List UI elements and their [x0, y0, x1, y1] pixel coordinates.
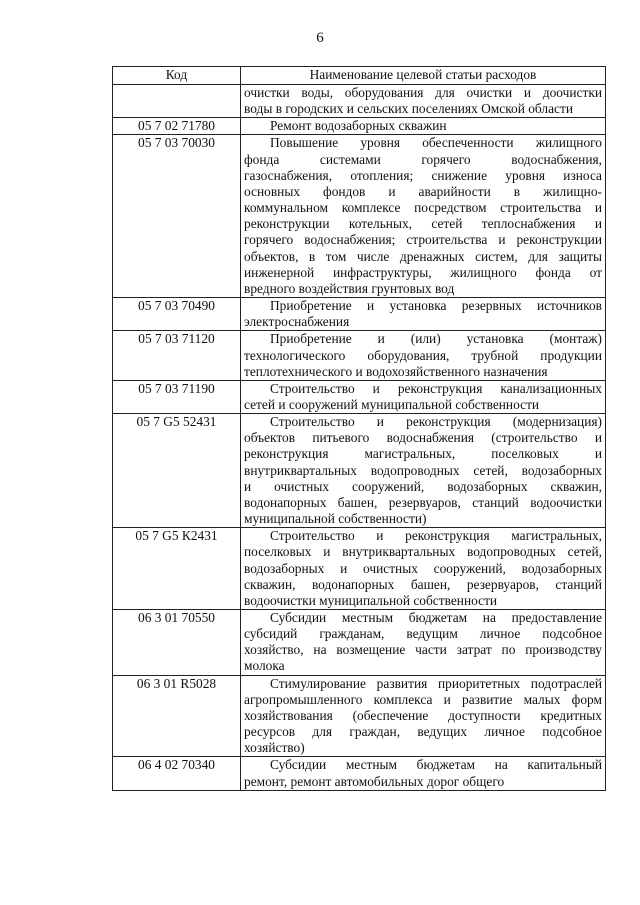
row-name-line: внутриквартальных водопроводных сетей, водозаборных: [244, 462, 602, 478]
row-name-line: объектов, в том числе дренажных систем, для защиты: [244, 248, 602, 264]
row-code: 05 7 03 71190: [113, 380, 241, 413]
row-name-line: водоочистки муниципальной собственности: [244, 592, 498, 608]
row-code: 05 7 02 71780: [113, 118, 241, 135]
row-name-line: реконструкции котельных, сетей теплоснабжения и: [244, 216, 602, 232]
row-name-line: хозяйство): [244, 740, 305, 756]
row-name: [241, 118, 606, 135]
row-code: 06 3 01 70550: [113, 610, 241, 676]
row-name-line: сетей и сооружений муниципальной собственности: [244, 396, 540, 412]
row-name-line: теплотехнического и водохозяйственного назначения: [244, 363, 548, 379]
table-row: [113, 757, 606, 790]
row-name-line: муниципальной собственности): [244, 511, 427, 527]
row-name-line: основных фондов и аварийности в жилищно-: [244, 183, 602, 199]
row-name-line: хозяйствования (обеспечение доступности кредитных: [244, 707, 602, 723]
table-row: [113, 85, 606, 118]
table-header-row: [113, 67, 606, 85]
row-name-line: Стимулирование развития приоритетных подотраслей: [270, 675, 602, 691]
row-name-line: хозяйство, на возмещение части затрат по производству: [244, 642, 602, 658]
row-name-line: и очистных сооружений, водозаборных скважин,: [244, 478, 602, 494]
table-body: [113, 85, 606, 791]
row-code: 06 4 02 70340: [113, 757, 241, 790]
table-row: [113, 528, 606, 610]
row-code: 05 7 03 70490: [113, 298, 241, 331]
row-name-line: скважин, водонапорных башен, резервуаров, станций: [244, 576, 602, 592]
row-name-line: Повышение уровня обеспеченности жилищного: [270, 135, 602, 151]
row-name: [241, 675, 606, 757]
row-name-line: водозаборных и очистных сооружений, водозаборных: [244, 560, 602, 576]
row-name: [241, 380, 606, 413]
row-name-line: агропромышленного комплекса и развитие малых форм: [244, 691, 602, 707]
table-row: [113, 118, 606, 135]
row-name: [241, 528, 606, 610]
row-name-line: очистки воды, оборудования для очистки и доочистки: [244, 85, 602, 100]
header-name: Наименование целевой статьи расходов: [241, 67, 606, 85]
row-name-line: горячего водоснабжения; строительства и реконструкции: [244, 232, 602, 248]
row-name: [241, 414, 606, 528]
row-name: [241, 757, 606, 790]
row-code: [113, 85, 241, 118]
row-name: [241, 85, 606, 118]
table-row: [113, 331, 606, 380]
row-name-line: воды в городских и сельских поселениях Омской области: [244, 101, 573, 117]
row-name-line: Ремонт водозаборных скважин: [270, 118, 447, 134]
row-name-line: технологического оборудования, трубной продукции: [244, 347, 602, 363]
header-code: Код: [113, 67, 241, 85]
row-name-line: коммунальном комплексе посредством строительства и: [244, 200, 602, 216]
row-name-line: водонапорных башен, резервуаров, станций водоочистки: [244, 494, 602, 510]
table-row: [113, 675, 606, 757]
row-name-line: объектов питьевого водоснабжения (строительство и: [244, 430, 602, 446]
row-code: 05 7 G5 К2431: [113, 528, 241, 610]
row-name-line: Приобретение и (или) установка (монтаж): [270, 331, 602, 347]
row-code: 05 7 G5 52431: [113, 414, 241, 528]
table-row: [113, 380, 606, 413]
row-name-line: электроснабжения: [244, 314, 350, 330]
row-name-line: Строительство и реконструкция магистральных,: [270, 528, 602, 544]
row-name: [241, 610, 606, 676]
row-name-line: ремонт, ремонт автомобильных дорог общего: [244, 773, 505, 789]
row-name-line: поселковых и внутриквартальных водопроводных сетей,: [244, 544, 602, 560]
row-name-line: вредного воздействия грунтовых вод: [244, 280, 455, 296]
row-name-line: Строительство и реконструкция (модернизация): [270, 414, 602, 430]
row-name-line: реконструкция магистральных, поселковых и: [244, 446, 602, 462]
row-code: 06 3 01 R5028: [113, 675, 241, 757]
row-name-line: инженерной инфраструктуры, жилищного фонда от: [244, 264, 602, 280]
table-row: [113, 610, 606, 676]
row-name: [241, 298, 606, 331]
row-name-line: ресурсов для граждан, ведущих личное подсобное: [244, 724, 602, 740]
row-name-line: субсидий гражданам, ведущим личное подсобное: [244, 626, 602, 642]
table-row: [113, 414, 606, 528]
row-name-line: газоснабжения, отопления; снижение уровня износа: [244, 167, 602, 183]
row-name: [241, 135, 606, 298]
budget-codes-table: [112, 66, 606, 791]
row-code: 05 7 03 70030: [113, 135, 241, 298]
row-name-line: Приобретение и установка резервных источников: [270, 298, 602, 314]
row-code: 05 7 03 71120: [113, 331, 241, 380]
page-number: 6: [316, 30, 324, 46]
row-name-line: Субсидии местным бюджетам на предоставление: [270, 610, 602, 625]
row-name-line: фонда системами горячего водоснабжения,: [244, 151, 602, 167]
row-name-line: Субсидии местным бюджетам на капитальный: [270, 757, 602, 773]
row-name-line: Строительство и реконструкция канализационных: [270, 380, 602, 396]
row-name: [241, 331, 606, 380]
table-row: [113, 298, 606, 331]
table-row: [113, 135, 606, 298]
row-name-line: молока: [244, 658, 285, 674]
